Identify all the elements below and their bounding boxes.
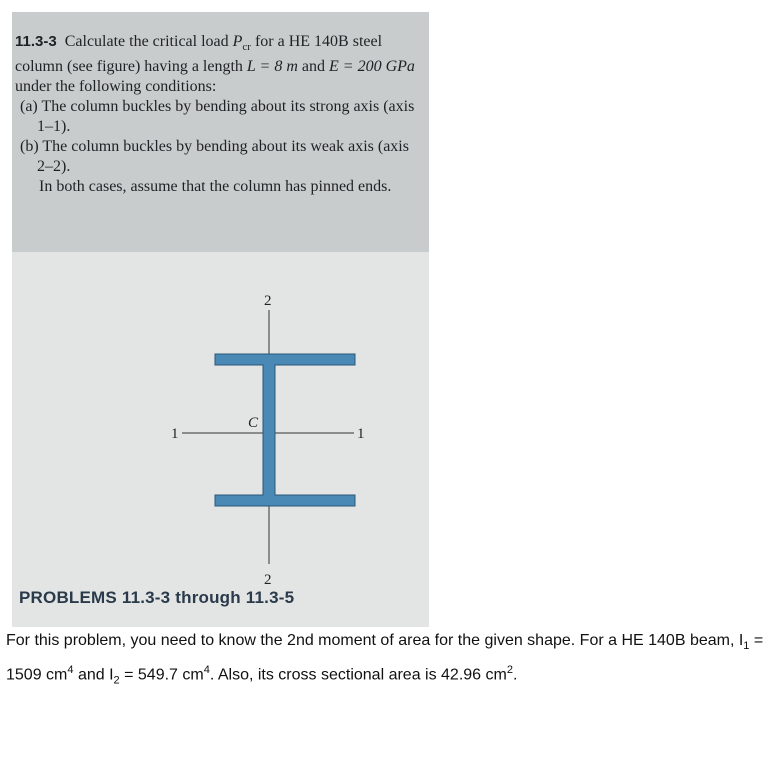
section-properties-note: For this problem, you need to know the 2nd moment of area for the given shape. For a HE 140B beam, $I_1 = 1509$ $cm^4$ and $I_2 = 549.7$ $cm^4$. Also, its cross sectional area is 42.96 $cm^2$. — [6, 632, 764, 687]
case-b: (b) The column buckles by bending about its weak axis (axis 2–2). — [20, 138, 409, 176]
axis-2-bottom-label: 2 — [264, 572, 272, 588]
problem-closing: In both cases, assume that the column has pinned ends. — [39, 178, 392, 196]
case-a: (a) The column buckles by bending about its strong axis (axis 1–1). — [20, 98, 415, 136]
i-beam-figure — [12, 252, 429, 627]
centroid-label: C — [248, 415, 259, 431]
textbook-photo — [12, 12, 429, 627]
i-beam-section — [215, 354, 355, 506]
problem-statement — [15, 32, 417, 197]
problem-intro: 11.3-3 Calculate the critical load $P_{cr}$ for a HE 140B steel column (see figure) having a length L = 8 m and E = 200 GPa under the following conditions: — [15, 33, 415, 96]
axis-1-right-label: 1 — [357, 426, 365, 442]
problem-number: 11.3-3 — [15, 33, 57, 50]
figure-caption: PROBLEMS 11.3-3 through 11.3-5 — [19, 588, 295, 607]
axis-2-top-label: 2 — [264, 293, 272, 309]
axis-1-left-label: 1 — [171, 426, 179, 442]
